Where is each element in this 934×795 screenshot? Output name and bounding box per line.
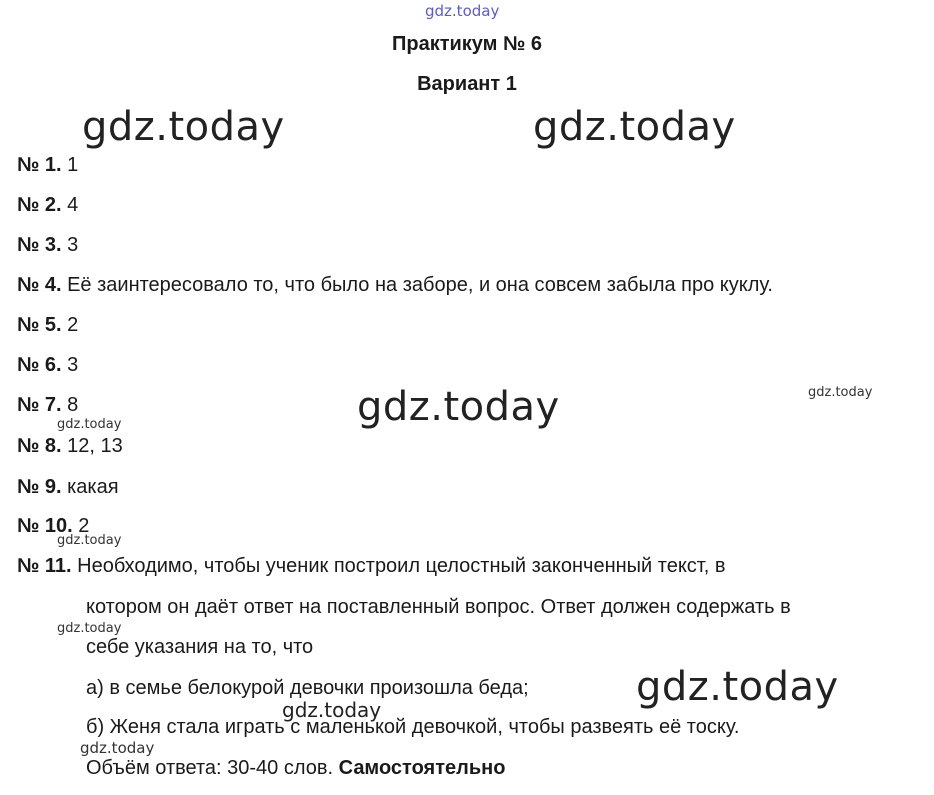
answer-11-line bbox=[86, 757, 505, 780]
answer-line bbox=[17, 274, 773, 297]
answer-number: № 6. bbox=[17, 354, 62, 376]
answer-number: № 8. bbox=[17, 435, 62, 457]
answer-number: № 4. bbox=[17, 274, 62, 296]
answer-number: № 3. bbox=[17, 234, 62, 256]
answer-text: Необходимо, чтобы ученик построил целостный законченный текст, в bbox=[77, 555, 726, 577]
answer-line bbox=[17, 476, 119, 499]
answer-number: № 11. bbox=[17, 555, 72, 577]
answer-number: № 5. bbox=[17, 314, 62, 336]
answer-number: № 10. bbox=[17, 515, 73, 537]
answer-11-line: котором он даёт ответ на поставленный вопрос. Ответ должен содержать в bbox=[86, 596, 791, 618]
answer-number: № 1. bbox=[17, 154, 62, 176]
answer-line bbox=[17, 435, 123, 458]
answer-text: 4 bbox=[67, 194, 79, 216]
answer-line bbox=[17, 354, 78, 377]
watermark-small: gdz.today bbox=[80, 739, 155, 757]
answer-text: какая bbox=[67, 476, 119, 498]
answer-line bbox=[17, 555, 725, 578]
watermark-large: gdz.today bbox=[636, 664, 839, 710]
watermark-small: gdz.today bbox=[57, 417, 122, 432]
answer-line bbox=[17, 515, 89, 538]
answer-11-line: а) в семье белокурой девочки произошла беда; bbox=[86, 677, 529, 699]
answer-11-line: себе указания на то, что bbox=[86, 636, 314, 658]
answer-11-line: б) Женя стала играть с маленькой девочкой, чтобы развеять её тоску. bbox=[86, 716, 740, 738]
watermark-small: gdz.today bbox=[808, 385, 873, 400]
answer-number: № 9. bbox=[17, 476, 62, 498]
watermark-medium: gdz.today bbox=[282, 698, 382, 722]
answer-line bbox=[17, 314, 78, 337]
watermark-large: gdz.today bbox=[533, 104, 736, 150]
answer-line bbox=[17, 194, 78, 217]
watermark-large: gdz.today bbox=[357, 384, 560, 430]
watermark-small: gdz.today bbox=[57, 621, 122, 636]
answer-text: 2 bbox=[67, 314, 79, 336]
answer-text: 3 bbox=[67, 354, 79, 376]
answer-volume-text: Объём ответа: 30-40 слов. bbox=[86, 757, 339, 779]
answer-text: 2 bbox=[78, 515, 90, 537]
answer-volume-bold: Самостоятельно bbox=[338, 757, 506, 779]
answer-text: 12, 13 bbox=[67, 435, 123, 457]
answer-text: 8 bbox=[67, 394, 79, 416]
answer-line bbox=[17, 234, 78, 257]
watermark-small: gdz.today bbox=[57, 533, 122, 548]
answer-text: Её заинтересовало то, что было на заборе, и она совсем забыла про куклу. bbox=[67, 274, 773, 296]
watermark-top: gdz.today bbox=[425, 2, 500, 20]
answer-text: 1 bbox=[67, 154, 79, 176]
answer-line bbox=[17, 154, 78, 177]
watermark-large: gdz.today bbox=[82, 104, 285, 150]
answer-number: № 7. bbox=[17, 394, 62, 416]
page-title: Практикум № 6 bbox=[391, 33, 542, 55]
answer-line bbox=[17, 394, 78, 417]
answer-text: 3 bbox=[67, 234, 79, 256]
variant-title: Вариант 1 bbox=[417, 73, 517, 95]
answer-number: № 2. bbox=[17, 194, 62, 216]
